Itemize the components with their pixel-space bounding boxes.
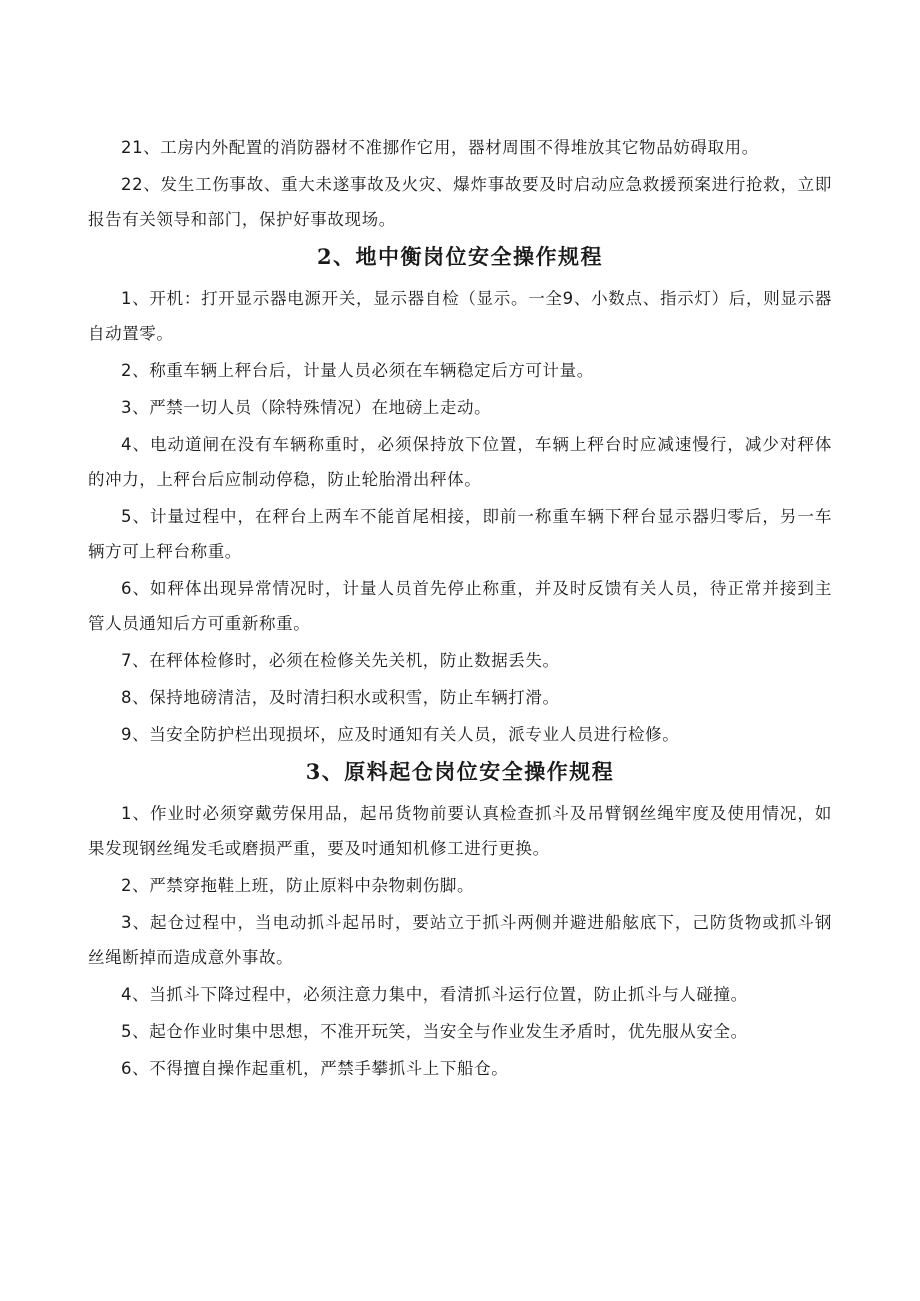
section-2-item-2: 2、称重车辆上秤台后，计量人员必须在车辆稳定后方可计量。 [121,361,594,380]
section-3-item-5: 5、起仓作业时集中思想，不准开玩笑，当安全与作业发生矛盾时，优先服从安全。 [121,1022,748,1041]
section-3-item-4: 4、当抓斗下降过程中，必须注意力集中，看清抓斗运行位置，防止抓斗与人碰撞。 [121,985,748,1004]
section-2-heading: 2、地中衡岗位安全操作规程 [316,244,604,269]
section-2-item-3: 3、严禁一切人员（除特殊情况）在地磅上走动。 [121,398,492,417]
paragraph-item-21: 21、工房内外配置的消防器材不准挪作它用，器材周围不得堆放其它物品妨碍取用。 [121,138,759,157]
section-3-item-2: 2、严禁穿拖鞋上班，防止原料中杂物刺伤脚。 [121,876,475,895]
section-3-item-3: 3、起仓过程中，当电动抓斗起吊时，要站立于抓斗两侧并避进船舷底下，己防货物或抓斗钢丝绳断掉而造成意外事故。 [88,913,832,967]
section-2-item-7: 7、在秤体检修时，必须在检修关先关机，防止数据丢失。 [121,651,560,670]
section-2-item-6: 6、如秤体出现异常情况时，计量人员首先停止称重，并及时反馈有关人员，待正常并接到主管人员通知后方可重新称重。 [88,579,832,633]
section-3-item-1: 1、作业时必须穿戴劳保用品，起吊货物前要认真检查抓斗及吊臂钢丝绳牢度及使用情况，如果发现钢丝绳发毛或磨损严重，要及吋通知机修工进行更换。 [88,804,832,858]
section-2-item-8: 8、保持地磅清洁，及时清扫积水或积雪，防止车辆打滑。 [121,688,560,707]
section-3-item-6: 6、不得擅自操作起重机，严禁手攀抓斗上下船仓。 [121,1059,509,1078]
section-2-item-5: 5、计量过程中，在秤台上两车不能首尾相接，即前一称重车辆下秤台显示器归零后，另一车辆方可上秤台称重。 [88,507,832,561]
section-2-item-9: 9、当安全防护栏出现损坏，应及时通知有关人员，派专业人员进行检修。 [121,725,680,744]
section-2-item-4: 4、电动道闸在没有车辆称重时，必须保持放下位置，车辆上秤台时应减速慢行，减少对秤体的冲力，上秤台后应制动停稳，防止轮胎滑出秤体。 [88,435,832,489]
paragraph-item-22: 22、发生工伤事故、重大未遂事故及火灾、爆炸事故要及时启动应急救援预案进行抢救，立即报告有关领导和部门，保护好事故现场。 [88,175,832,229]
document-body [88,130,832,1088]
section-3-heading: 3、原料起仓岗位安全操作规程 [305,759,615,784]
section-2-item-1: 1、开机：打开显示器电源开关，显示器自检（显示。一全9、小数点、指示灯）后，则显示器自动置零。 [88,289,832,343]
